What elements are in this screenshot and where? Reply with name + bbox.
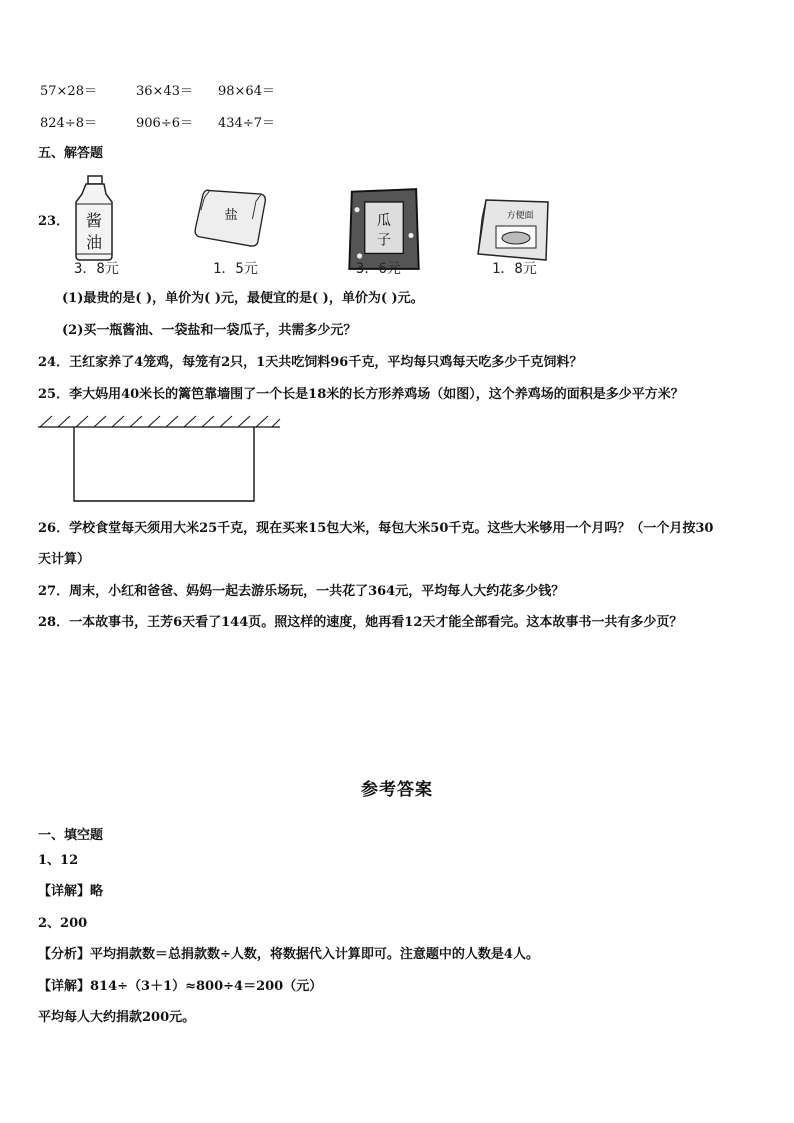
svg-text:盐: 盐 bbox=[224, 208, 238, 223]
answer-2-analysis: 【分析】平均捐款数＝总捐款数÷人数，将数据代入计算即可。注意题中的人数是4人。 bbox=[38, 947, 539, 962]
svg-text:瓜: 瓜 bbox=[376, 213, 392, 230]
svg-text:子: 子 bbox=[376, 232, 392, 249]
question-27: 27．周末，小红和爸爸、妈妈一起去游乐场玩，一共花了364元，平均每人大约花多少钱？ bbox=[38, 584, 565, 599]
answers-section-heading: 一、填空题 bbox=[38, 828, 104, 843]
answer-2-detail: 【详解】814÷（3＋1）≈800÷4＝200（元） bbox=[38, 979, 323, 994]
question-24: 24．王红家养了4笼鸡，每笼有2只，1天共吃饲料96千克，平均每只鸡每天吃多少千克饲料？ bbox=[38, 355, 583, 370]
svg-text:方便面: 方便面 bbox=[506, 211, 534, 221]
calc-row-2 bbox=[40, 116, 275, 132]
calc-row-1 bbox=[40, 84, 275, 100]
calc-item: 98×64＝ bbox=[218, 84, 275, 99]
section-heading: 五、解答题 bbox=[38, 146, 104, 161]
calc-item: 36×43＝ bbox=[136, 84, 193, 99]
price-label: 1．8元 bbox=[492, 261, 537, 277]
calc-item: 434÷7＝ bbox=[218, 116, 275, 131]
question-sub-1: (1)最贵的是( )，单价为( )元，最便宜的是( )，单价为( )元。 bbox=[62, 291, 424, 306]
price-label: 3．8元 bbox=[74, 261, 119, 277]
answer-1-detail: 【详解】略 bbox=[38, 884, 104, 899]
question-28: 28．一本故事书，王芳6天看了144页。照这样的速度，她再看12天才能全部看完。这本故事书一共有多少页？ bbox=[38, 615, 683, 630]
svg-text:油: 油 bbox=[85, 233, 103, 252]
question-number: 23． bbox=[38, 214, 70, 229]
calc-item: 824÷8＝ bbox=[40, 116, 97, 131]
answer-2-conclusion: 平均每人大约捐款200元。 bbox=[38, 1010, 196, 1025]
svg-text:酱: 酱 bbox=[85, 211, 103, 230]
price-label: 1．5元 bbox=[213, 261, 258, 277]
answer-1: 1、12 bbox=[38, 853, 79, 868]
question-26-line-2: 天计算） bbox=[38, 552, 91, 567]
calc-item: 57×28＝ bbox=[40, 84, 97, 99]
salt-bag-icon bbox=[192, 174, 272, 264]
answer-2: 2、200 bbox=[38, 916, 88, 931]
question-25: 25．李大妈用40米长的篱笆靠墙围了一个长是18米的长方形养鸡场（如图），这个养鸡场的面积是多少平方米？ bbox=[38, 387, 684, 402]
question-sub-2: (2)买一瓶酱油、一袋盐和一袋瓜子，共需多少元？ bbox=[62, 323, 357, 338]
chicken-yard-figure bbox=[36, 414, 286, 506]
answers-title: 参考答案 bbox=[361, 780, 433, 800]
calc-item: 906÷6＝ bbox=[136, 116, 193, 131]
question-26-line-1: 26．学校食堂每天须用大米25千克，现在买来15包大米，每包大米50千克。这些大米够用一个月吗？（一个月按30 bbox=[38, 521, 714, 536]
soy-sauce-bottle-icon bbox=[66, 174, 146, 264]
price-label: 3．6元 bbox=[356, 261, 401, 277]
